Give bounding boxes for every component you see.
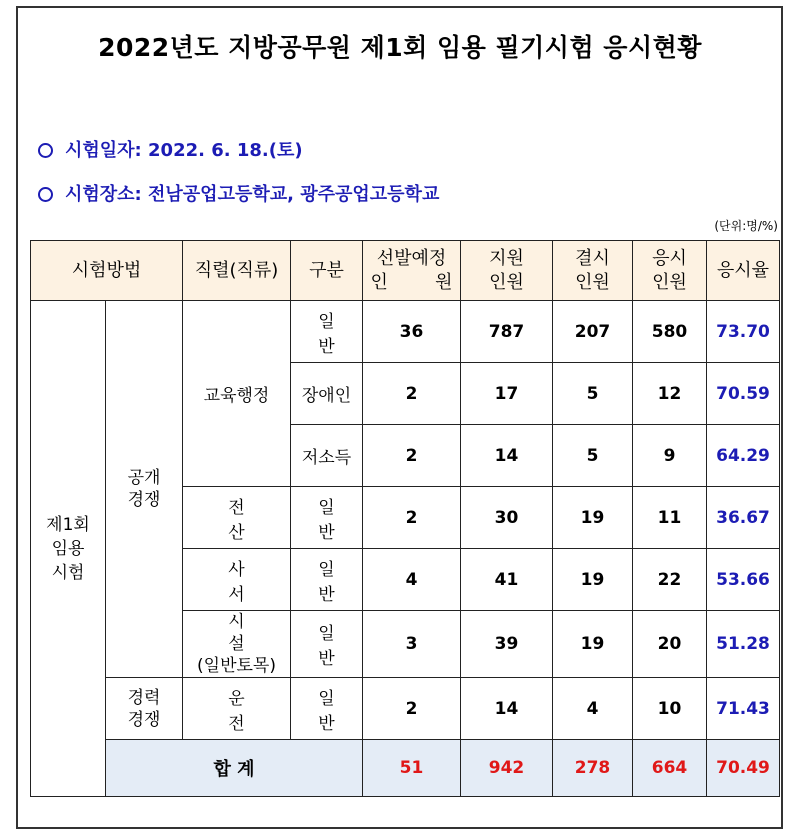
- exam-place-text: 시험장소: 전남공업고등학교, 광주공업고등학교: [65, 184, 440, 205]
- category-cell: 장애인: [291, 363, 363, 425]
- rate-cell: 71.43: [707, 678, 780, 740]
- header-row: [31, 241, 780, 301]
- header-applied-line2: 인원: [489, 271, 524, 293]
- rate-cell: 70.59: [707, 363, 780, 425]
- attended-cell: 580: [633, 301, 707, 363]
- career-competition-cell: [106, 678, 183, 740]
- planned-cell: 2: [363, 363, 461, 425]
- attended-cell: 10: [633, 678, 707, 740]
- header-job: 직렬(직류): [183, 241, 291, 301]
- applied-cell: 14: [461, 425, 553, 487]
- job-cell: 사 서: [183, 549, 291, 611]
- planned-cell: 4: [363, 549, 461, 611]
- attended-cell: 22: [633, 549, 707, 611]
- absent-cell: 19: [553, 611, 633, 678]
- attended-cell: 20: [633, 611, 707, 678]
- header-applied-line1: 지원: [489, 247, 524, 269]
- header-planned-line2: [363, 271, 460, 295]
- career-comp-line: 경력: [127, 687, 161, 708]
- rate-cell: 73.70: [707, 301, 780, 363]
- header-attended-line2: 인원: [652, 271, 687, 293]
- total-applied: 942: [461, 740, 553, 797]
- header-rate: 응시율: [707, 241, 780, 301]
- header-method: 시험방법: [31, 241, 183, 301]
- job-cell: 교육행정: [183, 301, 291, 487]
- planned-cell: 2: [363, 425, 461, 487]
- circle-bullet-icon: [38, 187, 53, 202]
- planned-cell: 2: [363, 678, 461, 740]
- header-absent: [553, 241, 633, 301]
- table-row: [31, 301, 780, 363]
- open-comp-line: 공개: [127, 468, 161, 488]
- category-cell: 일 반: [291, 487, 363, 549]
- method-line: 임용: [51, 538, 85, 559]
- header-attended: [633, 241, 707, 301]
- exam-place: [38, 180, 439, 206]
- total-attended: 664: [633, 740, 707, 797]
- results-table: [30, 240, 780, 797]
- absent-cell: 4: [553, 678, 633, 740]
- absent-cell: 5: [553, 425, 633, 487]
- applied-cell: 17: [461, 363, 553, 425]
- category-cell: 일 반: [291, 678, 363, 740]
- job-cell: 운 전: [183, 678, 291, 740]
- unit-label: (단위:명/%): [714, 219, 778, 233]
- total-absent: 278: [553, 740, 633, 797]
- total-row: [31, 740, 780, 797]
- circle-bullet-icon: [38, 143, 53, 158]
- job-line: 시 설: [228, 612, 285, 654]
- absent-cell: 207: [553, 301, 633, 363]
- rate-cell: 36.67: [707, 487, 780, 549]
- open-comp-line: 경쟁: [127, 490, 161, 510]
- method-line: 시험: [51, 562, 85, 583]
- method-cell: [31, 301, 106, 797]
- header-applied: [461, 241, 553, 301]
- exam-date-text: 시험일자: 2022. 6. 18.(토): [65, 140, 303, 161]
- applied-cell: 39: [461, 611, 553, 678]
- applied-cell: 787: [461, 301, 553, 363]
- planned-cell: 36: [363, 301, 461, 363]
- attended-cell: 12: [633, 363, 707, 425]
- absent-cell: 19: [553, 487, 633, 549]
- planned-cell: 3: [363, 611, 461, 678]
- absent-cell: 19: [553, 549, 633, 611]
- absent-cell: 5: [553, 363, 633, 425]
- header-planned-line1: 선발예정: [376, 247, 447, 269]
- rate-cell: 53.66: [707, 549, 780, 611]
- header-attended-line1: 응시: [652, 247, 687, 269]
- applied-cell: 30: [461, 487, 553, 549]
- planned-cell: 2: [363, 487, 461, 549]
- rate-cell: 51.28: [707, 611, 780, 678]
- header-planned: [363, 241, 461, 301]
- job-sub-line: (일반토목): [197, 656, 276, 676]
- exam-date: [38, 136, 303, 162]
- applied-cell: 41: [461, 549, 553, 611]
- applied-cell: 14: [461, 678, 553, 740]
- career-comp-line: 경쟁: [127, 709, 161, 730]
- attended-cell: 9: [633, 425, 707, 487]
- job-cell: [183, 611, 291, 678]
- header-category: 구분: [291, 241, 363, 301]
- category-cell: 저소득: [291, 425, 363, 487]
- job-cell: 전 산: [183, 487, 291, 549]
- open-competition-cell: [106, 301, 183, 678]
- rate-cell: 64.29: [707, 425, 780, 487]
- total-label: [106, 740, 363, 797]
- category-cell: 일 반: [291, 301, 363, 363]
- category-cell: 일 반: [291, 611, 363, 678]
- attended-cell: 11: [633, 487, 707, 549]
- table-row: [31, 678, 780, 740]
- header-absent-line2: 인원: [575, 271, 610, 293]
- page-title: 2022년도 지방공무원 제1회 임용 필기시험 응시현황: [98, 33, 702, 62]
- category-cell: 일 반: [291, 549, 363, 611]
- header-absent-line1: 결시: [575, 247, 610, 269]
- method-line: 제1회: [46, 514, 90, 535]
- header-planned-line2-text: 인 원: [370, 271, 453, 293]
- total-rate: 70.49: [707, 740, 780, 797]
- total-planned: 51: [363, 740, 461, 797]
- total-label-text: 합 계: [213, 759, 255, 780]
